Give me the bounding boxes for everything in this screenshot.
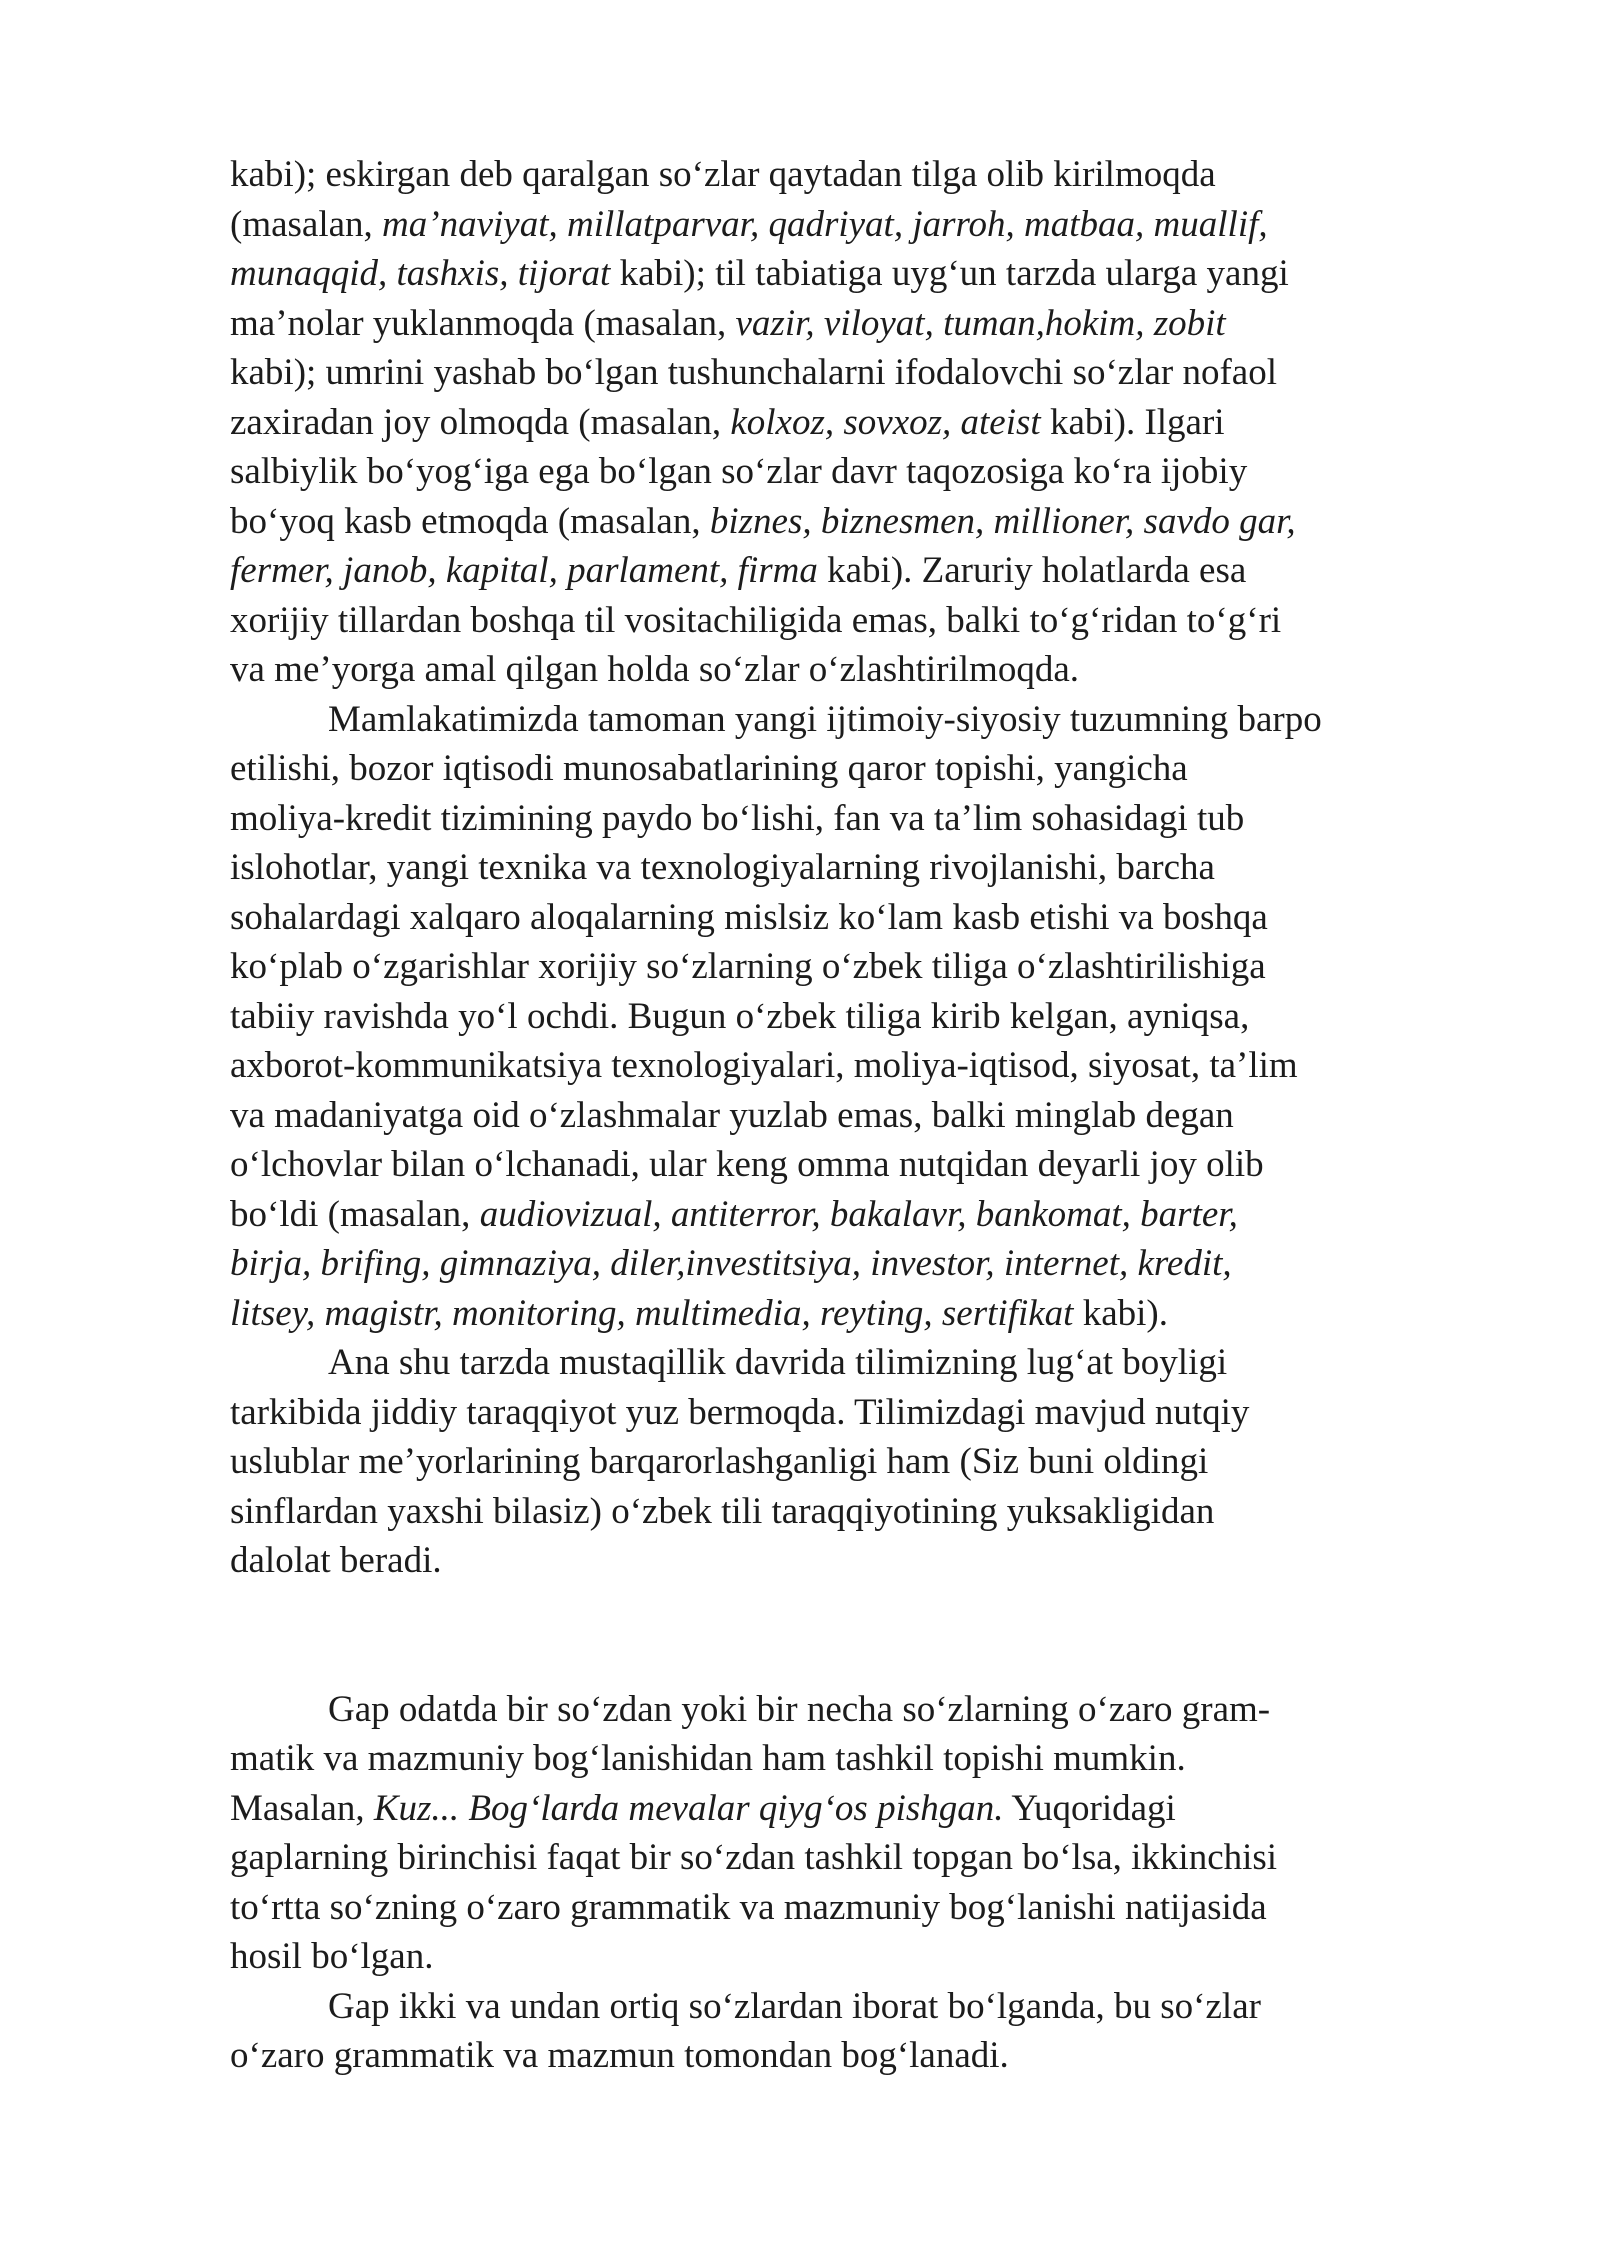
body-text: islohotlar, yangi texnika va texnologiyalarning rivojlanishi, barcha <box>230 847 1215 888</box>
body-text: kabi). Zaruriy holatlarda esa <box>817 550 1247 591</box>
body-text: (masalan, <box>230 203 383 245</box>
italic-example-text: biznes, biznesmen, millioner, savdo gar, <box>709 500 1296 542</box>
italic-example-text: vazir, viloyat, tuman,hokim, zobit <box>735 302 1226 344</box>
italic-example-text: Kuz... Bog‘larda mevalar qiyg‘os pishgan. <box>373 1787 1004 1829</box>
body-text: kabi); til tabiatiga uyg‘un tarzda ularga yangi <box>610 253 1289 294</box>
body-text: xorijiy tillardan boshqa til vositachiligida emas, balki to‘g‘ridan to‘g‘ri <box>230 599 1282 641</box>
body-text: kabi); eskirgan deb qaralgan so‘zlar qaytadan tilga olib kirilmoqda <box>230 154 1216 195</box>
body-text: sohalardagi xalqaro aloqalarning mislsiz ko‘lam kasb etishi va boshqa <box>230 896 1268 938</box>
italic-example-text: munaqqid, tashxis, tijorat <box>230 253 611 294</box>
paragraph-5 <box>230 1982 1500 2081</box>
body-text: sinflardan yaxshi bilasiz) o‘zbek tili taraqqiyotining yuksakligidan <box>230 1490 1215 1532</box>
body-text: moliya-kredit tizimining paydo bo‘lishi, fan va ta’lim sohasidagi tub <box>230 797 1245 839</box>
italic-example-text: birja, brifing, gimnaziya, diler,investitsiya, investor, internet, kredit, <box>230 1243 1232 1284</box>
body-text: axborot-kommunikatsiya texnologiyalari, moliya-iqtisod, siyosat, ta’lim <box>230 1045 1298 1086</box>
body-text: Mamlakatimizda tamoman yangi ijtimoiy-siyosiy tuzumning barpo <box>328 698 1322 740</box>
body-text: Ana shu tarzda mustaqillik davrida tilimizning lug‘at boyligi <box>328 1342 1228 1383</box>
body-text: dalolat beradi. <box>230 1540 442 1581</box>
body-text: hosil bo‘lgan. <box>230 1936 434 1977</box>
body-text: matik va mazmuniy bog‘lanishidan ham tashkil topishi mumkin. <box>230 1738 1186 1779</box>
italic-example-text: ma’naviyat, millatparvar, qadriyat, jarroh, matbaa, muallif, <box>382 203 1268 245</box>
body-text: o‘lchovlar bilan o‘lchanadi, ular keng omma nutqidan deyarli joy olib <box>230 1144 1264 1185</box>
body-text: tarkibida jiddiy taraqqiyot yuz bermoqda. Tilimizdagi mavjud nutqiy <box>230 1391 1250 1433</box>
body-text: bo‘ldi (masalan, <box>230 1193 480 1235</box>
body-text: va me’yorga amal qilgan holda so‘zlar o‘zlashtirilmoqda. <box>230 649 1080 690</box>
body-text: uslublar me’yorlarining barqarorlashganligi ham (Siz buni oldingi <box>230 1441 1209 1482</box>
body-text: salbiylik bo‘yog‘iga ega bo‘lgan so‘zlar davr taqozosiga ko‘ra ijobiy <box>230 451 1248 492</box>
body-text: Gap odatda bir so‘zdan yoki bir necha so‘zlarning o‘zaro gram- <box>328 1688 1271 1730</box>
italic-example-text: litsey, magistr, monitoring, multimedia, reyting, sertifikat <box>230 1292 1074 1334</box>
italic-example-text: fermer, janob, kapital, parlament, firma <box>230 550 818 591</box>
body-text: gaplarning birinchisi faqat bir so‘zdan tashkil topgan bo‘lsa, ikkinchisi <box>230 1837 1278 1878</box>
body-text: ko‘plab o‘zgarishlar xorijiy so‘zlarning o‘zbek tiliga o‘zlashtirilishiga <box>230 946 1266 987</box>
body-text: ma’nolar yuklanmoqda (masalan, <box>230 302 736 344</box>
paragraph-2 <box>230 695 1500 1339</box>
body-text: va madaniyatga oid o‘zlashmalar yuzlab emas, balki minglab degan <box>230 1094 1234 1136</box>
paragraph-4 <box>230 1685 1500 1982</box>
italic-example-text: audiovizual, antiterror, bakalavr, bankomat, barter, <box>479 1193 1238 1235</box>
paragraph-3 <box>230 1338 1500 1586</box>
document-page <box>230 150 1500 2081</box>
body-text: tabiiy ravishda yo‘l ochdi. Bugun o‘zbek tiliga kirib kelgan, ayniqsa, <box>230 995 1250 1037</box>
body-text: Gap ikki va undan ortiq so‘zlardan iborat bo‘lganda, bu so‘zlar <box>328 1985 1261 2027</box>
body-text: kabi). <box>1073 1292 1168 1334</box>
italic-example-text: kolxoz, sovxoz, ateist <box>730 401 1041 443</box>
body-text: etilishi, bozor iqtisodi munosabatlarining qaror topishi, yangicha <box>230 748 1188 789</box>
body-text: bo‘yoq kasb etmoqda (masalan, <box>230 500 710 542</box>
body-text: zaxiradan joy olmoqda (masalan, <box>230 401 731 443</box>
body-text: kabi); umrini yashab bo‘lgan tushunchalarni ifodalovchi so‘zlar nofaol <box>230 352 1278 393</box>
body-text: to‘rtta so‘zning o‘zaro grammatik va mazmuniy bog‘lanishi natijasida <box>230 1886 1267 1928</box>
body-text: Yuqoridagi <box>1003 1787 1176 1829</box>
body-text: o‘zaro grammatik va mazmun tomondan bog‘lanadi. <box>230 2035 1009 2076</box>
body-text: Masalan, <box>230 1787 374 1829</box>
body-text: kabi). Ilgari <box>1040 401 1225 443</box>
paragraph-1 <box>230 150 1500 695</box>
